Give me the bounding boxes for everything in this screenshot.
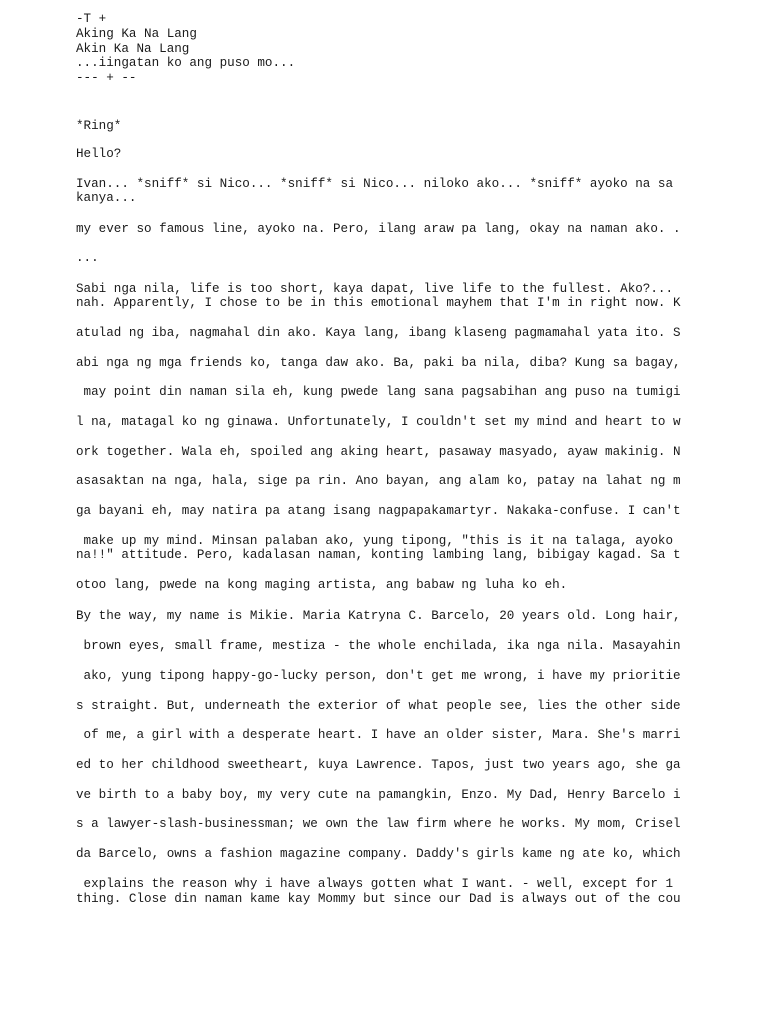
text-line: ga bayani eh, may natira pa atang isang nagpapakamartyr. Nakaka-confuse. I can't [76, 504, 681, 518]
text-line-ring: *Ring* [76, 119, 122, 133]
text-line: na!!" attitude. Pero, kadalasan naman, konting lambing lang, bibigay kagad. Sa t [76, 548, 681, 562]
text-line: abi nga ng mga friends ko, tanga daw ako. Ba, paki ba nila, diba? Kung sa bagay, [76, 356, 681, 370]
text-line: ... [76, 251, 99, 265]
story-title: Aking Ka Na Lang [76, 27, 197, 41]
text-line: my ever so famous line, ayoko na. Pero, ilang araw pa lang, okay na naman ako. . [76, 222, 681, 236]
story-subtitle: Akin Ka Na Lang [76, 42, 190, 56]
text-line: s a lawyer-slash-businessman; we own the law firm where he works. My mom, Crisel [76, 817, 681, 831]
text-line: By the way, my name is Mikie. Maria Katryna C. Barcelo, 20 years old. Long hair, [76, 609, 681, 623]
header-marker-bottom: --- + -- [76, 71, 137, 85]
text-line: thing. Close din naman kame kay Mommy but since our Dad is always out of the cou [76, 892, 681, 906]
text-line: ed to her childhood sweetheart, kuya Lawrence. Tapos, just two years ago, she ga [76, 758, 681, 772]
text-line: may point din naman sila eh, kung pwede lang sana pagsabihan ang puso na tumigi [76, 385, 681, 399]
story-tagline: ...iingatan ko ang puso mo... [76, 56, 296, 70]
text-line-hello: Hello? [76, 147, 122, 161]
text-line: Ivan... *sniff* si Nico... *sniff* si Nico... niloko ako... *sniff* ayoko na sa [76, 177, 674, 191]
text-line: otoo lang, pwede na kong maging artista, ang babaw ng luha ko eh. [76, 578, 568, 592]
text-line: Sabi nga nila, life is too short, kaya dapat, live life to the fullest. Ako?... [76, 282, 674, 296]
text-line: da Barcelo, owns a fashion magazine company. Daddy's girls kame ng ate ko, which [76, 847, 681, 861]
text-line: nah. Apparently, I chose to be in this emotional mayhem that I'm in right now. K [76, 296, 681, 310]
text-line: ork together. Wala eh, spoiled ang aking heart, pasaway masyado, ayaw makinig. N [76, 445, 681, 459]
text-line: atulad ng iba, nagmahal din ako. Kaya lang, ibang klaseng pagmamahal yata ito. S [76, 326, 681, 340]
text-line: ako, yung tipong happy-go-lucky person, don't get me wrong, i have my prioritie [76, 669, 681, 683]
text-line: kanya... [76, 191, 137, 205]
text-line: s straight. But, underneath the exterior of what people see, lies the other side [76, 699, 681, 713]
text-line: asasaktan na nga, hala, sige pa rin. Ano bayan, ang alam ko, patay na lahat ng m [76, 474, 681, 488]
header-marker-top: -T + [76, 12, 107, 26]
text-line: make up my mind. Minsan palaban ako, yung tipong, "this is it na talaga, ayoko [76, 534, 674, 548]
text-line: l na, matagal ko ng ginawa. Unfortunately, I couldn't set my mind and heart to w [76, 415, 681, 429]
text-line: explains the reason why i have always gotten what I want. - well, except for 1 [76, 877, 674, 891]
text-line: brown eyes, small frame, mestiza - the whole enchilada, ika nga nila. Masayahin [76, 639, 681, 653]
text-line: ve birth to a baby boy, my very cute na pamangkin, Enzo. My Dad, Henry Barcelo i [76, 788, 681, 802]
text-line: of me, a girl with a desperate heart. I have an older sister, Mara. She's marri [76, 728, 681, 742]
